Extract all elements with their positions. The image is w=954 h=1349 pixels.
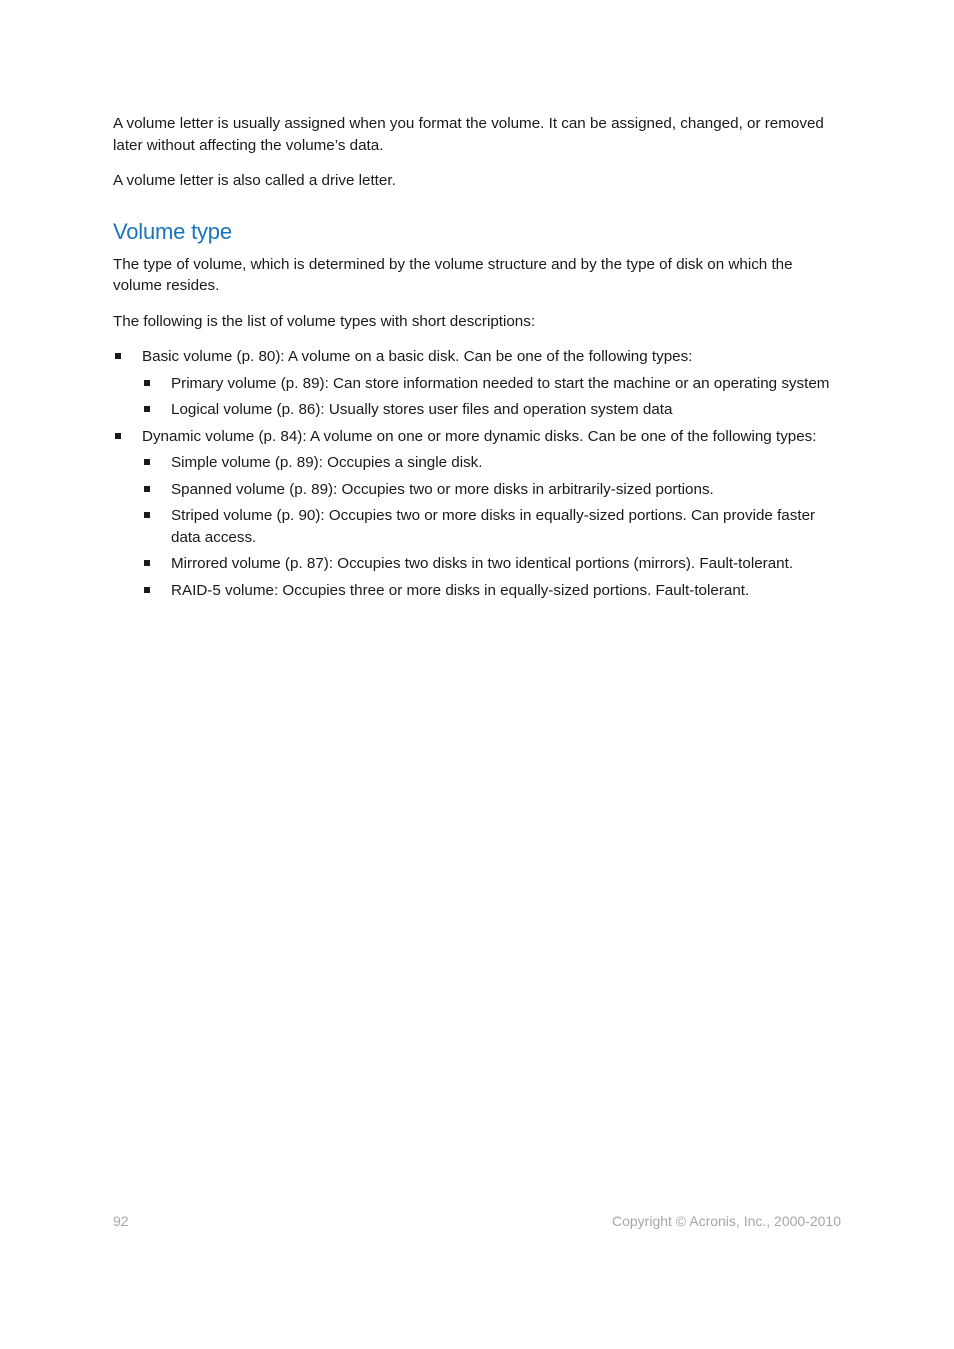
square-bullet-icon [144, 560, 150, 566]
square-bullet-icon [144, 587, 150, 593]
section-paragraph-1: The type of volume, which is determined by the volume structure and by the type of disk on which the volume resides. [113, 255, 793, 294]
volume-type-list [113, 346, 841, 601]
page-content [113, 113, 841, 606]
list-item-dynamic-volume [113, 426, 841, 602]
page-number: 92 [113, 1213, 129, 1229]
list-item-primary-volume [142, 373, 841, 395]
list-item-text: Logical volume (p. 86): Usually stores user files and operation system data [171, 401, 673, 418]
list-item-striped-volume [142, 505, 841, 548]
square-bullet-icon [144, 512, 150, 518]
section-paragraph-2: The following is the list of volume types with short descriptions: [113, 312, 536, 330]
square-bullet-icon [115, 433, 121, 439]
intro-paragraph-1: A volume letter is usually assigned when you format the volume. It can be assigned, changed, or removed later without affecting the volume’s data. [113, 115, 824, 154]
list-item-simple-volume [142, 452, 841, 474]
square-bullet-icon [144, 380, 150, 386]
list-item-text: Mirrored volume (p. 87): Occupies two disks in two identical portions (mirrors). Fault-tolerant. [171, 555, 794, 572]
list-item-text: Primary volume (p. 89): Can store information needed to start the machine or an operating system [171, 374, 830, 392]
list-item-text: Striped volume (p. 90): Occupies two or more disks in equally-sized portions. Can provide faster data access. [171, 507, 816, 546]
square-bullet-icon [144, 459, 150, 465]
square-bullet-icon [115, 353, 121, 359]
list-item-text: Dynamic volume (p. 84): A volume on one or more dynamic disks. Can be one of the following types: [142, 427, 817, 445]
square-bullet-icon [144, 406, 150, 412]
list-item-text: RAID-5 volume: Occupies three or more disks in equally-sized portions. Fault-tolerant. [171, 581, 750, 599]
section-heading: Volume type [113, 218, 232, 244]
dynamic-volume-sublist [142, 452, 841, 601]
list-item-text: Basic volume (p. 80): A volume on a basic disk. Can be one of the following types: [142, 348, 693, 365]
list-item-basic-volume [113, 346, 841, 421]
intro-paragraph-2: A volume letter is also called a drive letter. [113, 172, 396, 189]
basic-volume-sublist [142, 373, 841, 421]
list-item-text: Simple volume (p. 89): Occupies a single disk. [171, 454, 483, 471]
copyright-notice: Copyright © Acronis, Inc., 2000-2010 [612, 1213, 841, 1229]
list-item-logical-volume [142, 399, 841, 421]
square-bullet-icon [144, 486, 150, 492]
list-item-spanned-volume [142, 479, 841, 501]
list-item-raid5-volume [142, 580, 841, 602]
list-item-mirrored-volume [142, 553, 841, 575]
list-item-text: Spanned volume (p. 89): Occupies two or more disks in arbitrarily-sized portions. [171, 480, 714, 498]
